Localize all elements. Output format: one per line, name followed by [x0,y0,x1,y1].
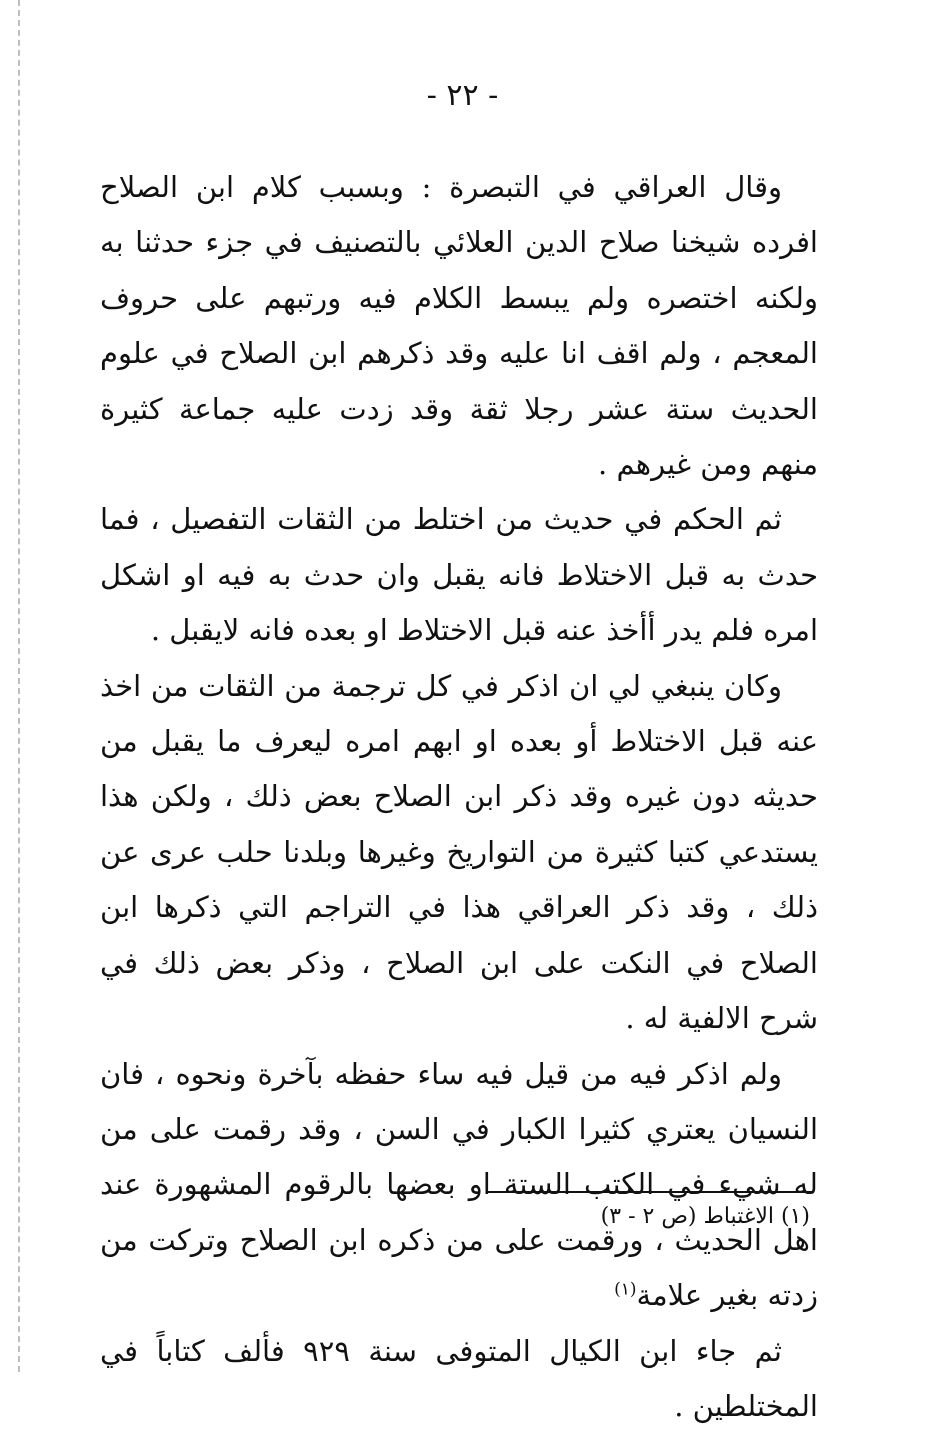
footnote: (١) الاغتباط (ص ٢ - ٣) [600,1204,810,1229]
footnote-divider [488,1191,812,1193]
body-text [100,160,818,1434]
paragraph-4-text: ولم اذكر فيه من قيل فيه ساء حفظه بآخرة ونحوه ، فان النسيان يعتري كثيرا الكبار في السن ، وقد رقمت على من له شيء في الكتب الستة او بعضها بالرقوم المشهورة عند اهل الحديث ، ورقمت على من ذكره ابن الصلاح وتركت من زدته بغير علامة [100,1056,818,1313]
paragraph-4 [100,1047,818,1324]
scan-edge-mark [18,0,20,1372]
paragraph-3: وكان ينبغي لي ان اذكر في كل ترجمة من الثقات من اخذ عنه قبل الاختلاط أو بعده او ابهم امره ليعرف ما يقبل من حديثه دون غيره وقد ذكر ابن الصلاح بعض ذلك ، ولكن هذا يستدعي كتبا كثيرة من التواريخ وغيرها وبلدنا حلب عرى عن ذلك ، وقد ذكر العراقي هذا في التراجم التي ذكرها ابن الصلاح في النكت على ابن الصلاح ، وذكر بعض ذلك في شرح الالفية له . [100,668,818,1036]
paragraph-1: وقال العراقي في التبصرة : وبسبب كلام ابن الصلاح افرده شيخنا صلاح الدين العلائي بالتصنيف في جزء حدثنا به ولكنه اختصره ولم يبسط الكلام فيه ورتبهم على حروف المعجم ، ولم اقف انا عليه وقد ذكرهم ابن الصلاح في علوم الحديث ستة عشر رجلا ثقة وقد زدت عليه جماعة كثيرة منهم ومن غيرهم . [100,170,818,482]
page-number: - ٢٢ - [426,78,499,113]
paragraph-5: ثم جاء ابن الكيال المتوفى سنة ٩٢٩ فألف كتاباً في المختلطين . [100,1333,818,1423]
paragraph-2: ثم الحكم في حديث من اختلط من الثقات التفصيل ، فما حدث به قبل الاختلاط فانه يقبل وان حدث به فيه او اشكل امره فلم يدر أأخذ عنه قبل الاختلاط او بعده فانه لايقبل . [100,502,818,648]
footnote-reference: (١) [614,1279,637,1300]
